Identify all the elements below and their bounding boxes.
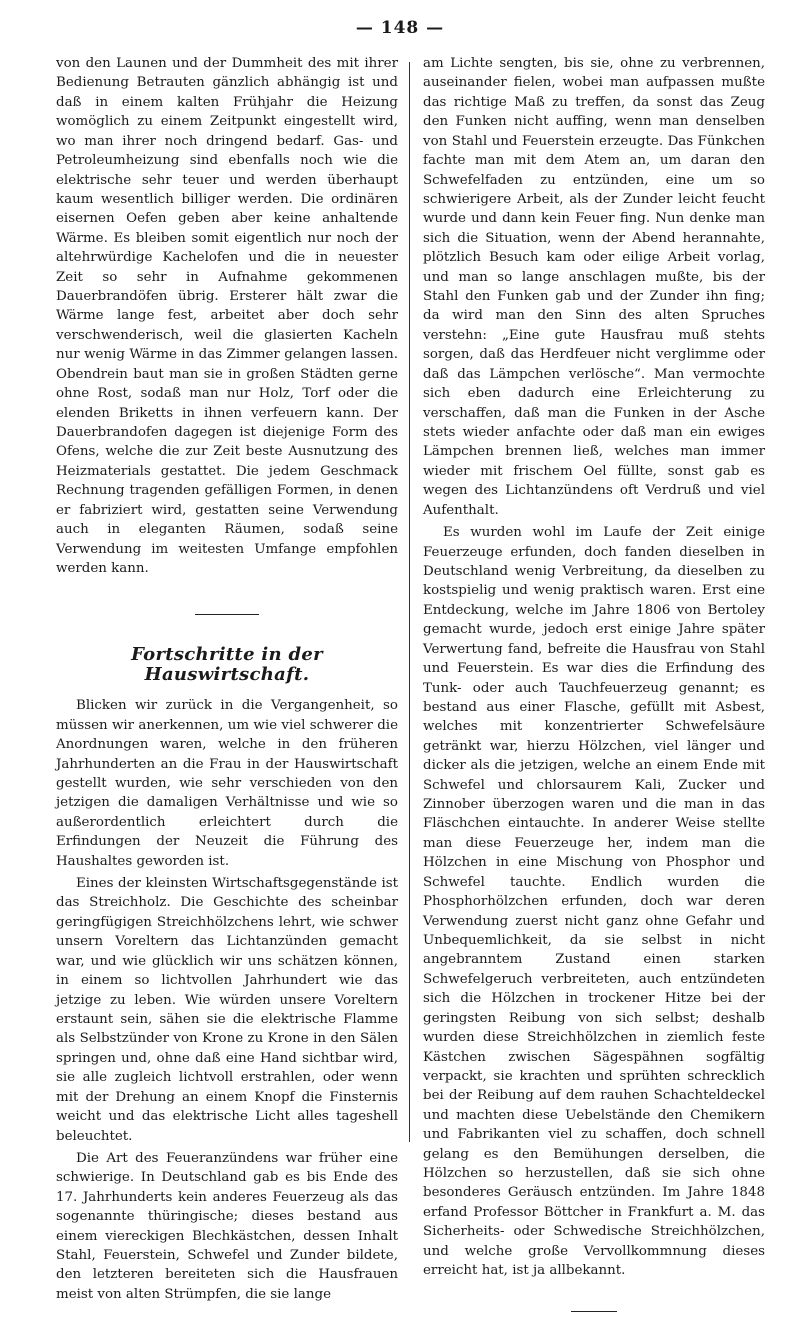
column-divider [409, 62, 410, 1142]
paragraph: Eines der kleinsten Wirtschaftsgegenstände ist das Streichholz. Die Geschichte des scheinbar geringfügigen Streichhölzchens lehrt, wie schwer unsern Voreltern das Lichtanzünden gemacht war, und wie glücklich wir uns schätzen können, in einem so lichtvollen Jahrhundert wie das jetzige zu leben. Wie würden unsere Voreltern erstaunt sein, sähen sie die elektrische Flamme als Selbstzünder von Krone zu Krone in den Sälen springen und, ohne daß eine Hand sichtbar wird, sie alle zugleich lichtvoll erstrahlen, oder wenn mit der Drehung an einem Knopf die Finsternis weicht und das elektrische Licht alles tageshell beleuchtet. [56, 876, 398, 1144]
section-heading: Fortschritte in der Hauswirtschaft. [131, 644, 323, 685]
page-number: — 148 — [355, 18, 445, 38]
section-divider-rule [195, 614, 259, 615]
paragraph-continuation: am Lichte sengten, bis sie, ohne zu verbrennen, auseinander fielen, wobei man aufpassen mußte das richtige Maß zu treffen, da sonst das Zeug den Funken nicht auffing, wenn man denselben von Stahl und Feuerstein erzeugte. Das Fünkchen fachte man mit dem Atem an, um daran den Schwefelfaden zu entzünden, eine um so schwierigere Arbeit, als der Zunder leicht feucht wurde und dann kein Feuer fing. Nun denke man sich die Situation, wenn der Abend herannahte, plötzlich Besuch kam oder eilige Arbeit vorlag, und man so lange anschlagen mußte, bis der Stahl den Funken gab und der Zunder ihn fing; da wird man den Sinn des alten Spruches verstehn: „Eine gute Hausfrau muß stehts sorgen, daß das Herdfeuer nicht verglimme oder daß das Lämpchen verlösche“. Man vermochte sich eben dadurch eine Erleichterung zu verschaffen, daß man die Funken in der Asche stets wieder anfachte oder daß man ein ewiges Lämpchen brennen ließ, welches man immer wieder mit frischem Oel füllte, sonst gab es wegen des Lichtanzündens oft Verdruß und viel Aufenthalt. [423, 56, 765, 518]
right-column [423, 54, 765, 1342]
paragraph: Die Art des Feueranzündens war früher eine schwierige. In Deutschland gab es bis Ende des 17. Jahrhunderts kein anderes Feuerzeug als das sogenannte thüringische; dieses bestand aus einem viereckigen Blechkästchen, dessen Inhalt Stahl, Feuerstein, Schwefel und Zunder bildete, den letzteren bereiteten sich die Hausfrauen meist von alten Strümpfen, die sie lange [56, 1150, 398, 1302]
paragraph: Blicken wir zurück in die Vergangenheit, so müssen wir anerkennen, um wie viel schwerer die Anordnungen waren, welche in den früheren Jahrhunderten an die Frau in der Hauswirtschaft gestellt wurden, wie sehr verschieden von den jetzigen die damaligen Verhältnisse und wie so außerordentlich erleichtert durch die Erfindungen der Neuzeit die Führung des Haushaltes geworden ist. [56, 698, 398, 869]
left-column [56, 54, 398, 1304]
paragraph: Es wurden wohl im Laufe der Zeit einige Feuerzeuge erfunden, doch fanden dieselben in Deutschland wenig Verbreitung, da dieselben zu kostspielig und wenig praktisch waren. Erst eine Entdeckung, welche im Jahre 1806 von Bertoley gemacht wurde, jedoch erst einige Jahre später Verwertung fand, befreite die Hausfrau von Stahl und Feuerstein. Es war dies die Erfindung des Tunk- oder auch Tauchfeuerzeug genannt; es bestand aus einer Flasche, gefüllt mit Asbest, welches mit konzentrierter Schwefelsäure getränkt war, hierzu Hölzchen, viel länger und dicker als die jetzigen, welche an einem Ende mit Schwefel und chlorsaurem Kali, Zucker und Zinnober überzogen waren und die man in das Fläschchen eintauchte. In anderer Weise stellte man diese Feuerzeuge her, indem man die Hölzchen in eine Mischung von Phosphor und Schwefel tauchte. Endlich wurden die Phosphorhölzchen erfunden, doch war deren Verwendung zuerst nicht ganz ohne Gefahr und Unbequemlichkeit, da sie selbst in nicht angebranntem Zustand einen starken Schwefelgeruch verbreiteten, auch entzündeten sich die Hölzchen in trockener Hitze bei der geringsten Reibung von sich selbst; deshalb wurden diese Streichhölzchen in ziemlich feste Kästchen zwischen Sägespähnen sogfältig verpackt, sie krachten und sprühten schrecklich bei der Reibung auf dem rauhen Schachteldeckel und machten diese Uebelstände den Chemikern und Fabrikanten viel zu schaffen, doch schnell gelang es den Bemühungen derselben, die Hölzchen so herzustellen, daß sie sich ohne besonderes Geräusch entzünden. Im Jahre 1848 erfand Professor Böttcher in Frankfurt a. M. das Sicherheits- oder Schwedische Streichhölzchen, und welche große Vervollkommnung dieses erreicht hat, ist ja allbekannt. [423, 525, 765, 1279]
end-rule [571, 1311, 617, 1312]
paragraph-continuation: von den Launen und der Dummheit des mit ihrer Bedienung Betrauten gänzlich abhängig ist und daß in einem kalten Frühjahr die Heizung womöglich zu einem Zeitpunkt eingestellt wird, wo man ihrer noch dringend bedarf. Gas- und Petroleumheizung sind ebenfalls noch wie die elektrische sehr teuer und werden überhaupt kaum wesentlich billiger werden. Die ordinären eisernen Oefen geben aber keine anhaltende Wärme. Es bleiben somit eigentlich nur noch der altehrwürdige Kachelofen und die in neuester Zeit so sehr in Aufnahme gekommenen Dauerbrandöfen übrig. Ersterer hält zwar die Wärme lange fest, arbeitet aber doch sehr verschwenderisch, weil die glasierten Kacheln nur wenig Wärme in das Zimmer gelangen lassen. Obendrein baut man sie in großen Städten gerne ohne Rost, sodaß man nur Holz, Torf oder die elenden Briketts in ihnen verfeuern kann. Der Dauerbrandofen dagegen ist diejenige Form des Ofens, welche die zur Zeit beste Ausnutzung des Heizmaterials gestattet. Die jedem Geschmack Rechnung tragenden gefälligen Formen, in denen er fabriziert wird, gestatten seine Verwendung auch in eleganten Räumen, sodaß seine Verwendung im weitesten Umfange empfohlen werden kann. [56, 56, 398, 576]
